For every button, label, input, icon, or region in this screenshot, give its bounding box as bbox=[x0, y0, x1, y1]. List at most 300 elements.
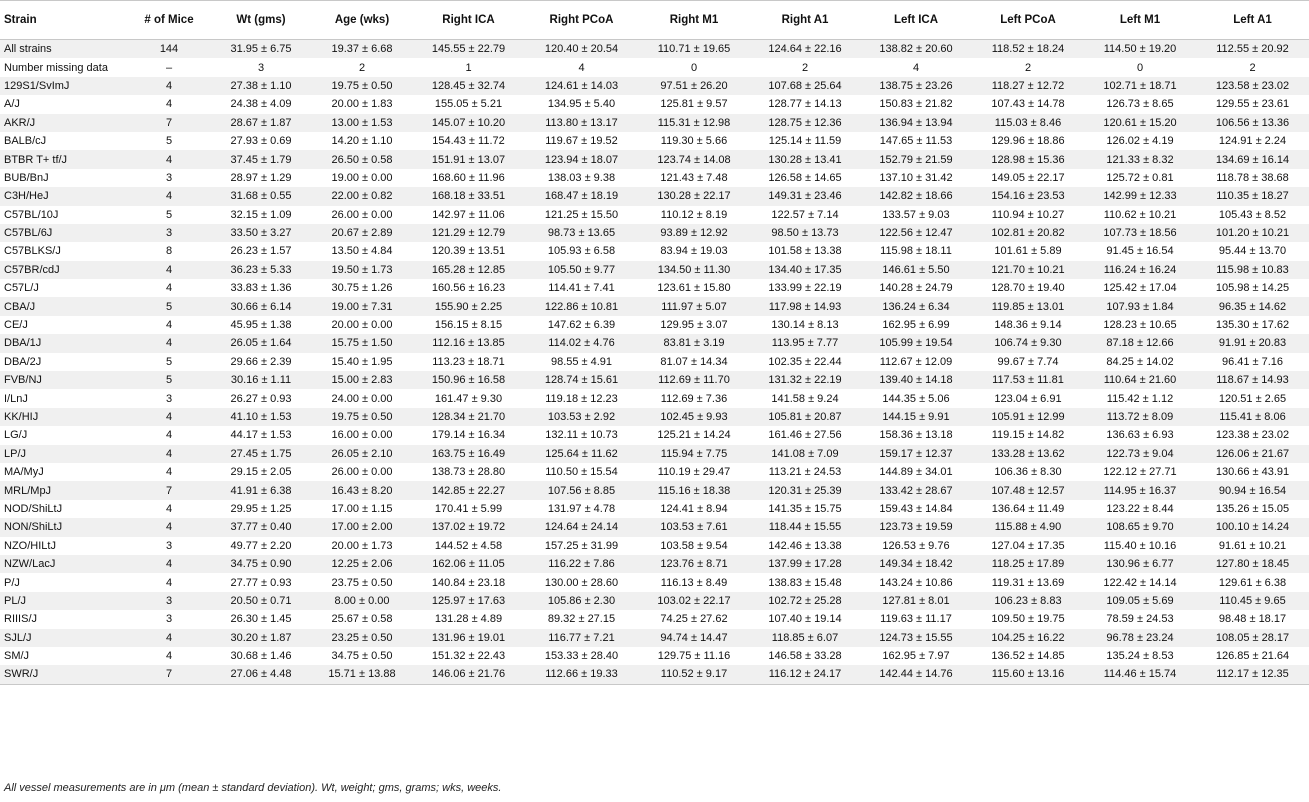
table-cell: 126.06 ± 21.67 bbox=[1196, 445, 1309, 463]
table-cell: 162.06 ± 11.05 bbox=[412, 555, 525, 573]
table-cell: 146.58 ± 33.28 bbox=[750, 647, 860, 665]
table-cell: 124.64 ± 24.14 bbox=[525, 518, 638, 536]
table-cell: 115.40 ± 10.16 bbox=[1084, 537, 1196, 555]
table-cell: 123.73 ± 19.59 bbox=[860, 518, 972, 536]
strain-cell: FVB/NJ bbox=[0, 371, 128, 389]
table-cell: 99.67 ± 7.74 bbox=[972, 353, 1084, 371]
table-cell: 19.00 ± 7.31 bbox=[312, 297, 412, 315]
table-cell: 105.86 ± 2.30 bbox=[525, 592, 638, 610]
strain-cell: DBA/1J bbox=[0, 334, 128, 352]
table-cell: 122.73 ± 9.04 bbox=[1084, 445, 1196, 463]
table-cell: 96.35 ± 14.62 bbox=[1196, 297, 1309, 315]
table-cell: 98.55 ± 4.91 bbox=[525, 353, 638, 371]
table-cell: 134.40 ± 17.35 bbox=[750, 261, 860, 279]
table-cell: 146.06 ± 21.76 bbox=[412, 665, 525, 684]
table-cell: 23.25 ± 0.50 bbox=[312, 629, 412, 647]
table-cell: 28.97 ± 1.29 bbox=[210, 169, 312, 187]
table-cell: 138.75 ± 23.26 bbox=[860, 77, 972, 95]
table-cell: 36.23 ± 5.33 bbox=[210, 261, 312, 279]
table-cell: 115.41 ± 8.06 bbox=[1196, 408, 1309, 426]
table-cell: 107.43 ± 14.78 bbox=[972, 95, 1084, 113]
table-header bbox=[0, 1, 1309, 40]
table-cell: 123.04 ± 6.91 bbox=[972, 389, 1084, 407]
table-cell: 102.45 ± 9.93 bbox=[638, 408, 750, 426]
table-cell: 113.95 ± 7.77 bbox=[750, 334, 860, 352]
table-cell: 20.67 ± 2.89 bbox=[312, 224, 412, 242]
table-cell: 119.63 ± 11.17 bbox=[860, 610, 972, 628]
table-cell: 118.67 ± 14.93 bbox=[1196, 371, 1309, 389]
table-cell: 105.91 ± 12.99 bbox=[972, 408, 1084, 426]
table-cell: 120.40 ± 20.54 bbox=[525, 40, 638, 59]
table-cell: 165.28 ± 12.85 bbox=[412, 261, 525, 279]
table-cell: 162.95 ± 7.97 bbox=[860, 647, 972, 665]
table-cell: 138.03 ± 9.38 bbox=[525, 169, 638, 187]
table-cell: 29.66 ± 2.39 bbox=[210, 353, 312, 371]
table-row bbox=[0, 114, 1309, 132]
table-row bbox=[0, 445, 1309, 463]
table-cell: 98.50 ± 13.73 bbox=[750, 224, 860, 242]
strain-cell: C57BLKS/J bbox=[0, 242, 128, 260]
strain-cell: CE/J bbox=[0, 316, 128, 334]
table-cell: 3 bbox=[128, 224, 210, 242]
table-cell: 2 bbox=[312, 58, 412, 76]
table-cell: 1 bbox=[412, 58, 525, 76]
strain-cell: Number missing data bbox=[0, 58, 128, 76]
column-header: Right PCoA bbox=[525, 1, 638, 40]
table-cell: 107.73 ± 18.56 bbox=[1084, 224, 1196, 242]
strain-cell: BALB/cJ bbox=[0, 132, 128, 150]
table-cell: 74.25 ± 27.62 bbox=[638, 610, 750, 628]
table-cell: 141.35 ± 15.75 bbox=[750, 500, 860, 518]
table-row bbox=[0, 500, 1309, 518]
table-cell: 13.00 ± 1.53 bbox=[312, 114, 412, 132]
table-cell: 130.28 ± 13.41 bbox=[750, 150, 860, 168]
table-cell: 34.75 ± 0.90 bbox=[210, 555, 312, 573]
table-row bbox=[0, 665, 1309, 684]
table-cell: 90.94 ± 16.54 bbox=[1196, 481, 1309, 499]
table-cell: 144.15 ± 9.91 bbox=[860, 408, 972, 426]
strain-cell: AKR/J bbox=[0, 114, 128, 132]
table-cell: 116.13 ± 8.49 bbox=[638, 573, 750, 591]
table-cell: 0 bbox=[638, 58, 750, 76]
strain-cell: NZO/HILtJ bbox=[0, 537, 128, 555]
table-cell: 102.71 ± 18.71 bbox=[1084, 77, 1196, 95]
table-cell: 37.77 ± 0.40 bbox=[210, 518, 312, 536]
table-cell: 117.98 ± 14.93 bbox=[750, 297, 860, 315]
table-cell: 26.50 ± 0.58 bbox=[312, 150, 412, 168]
table-cell: 125.81 ± 9.57 bbox=[638, 95, 750, 113]
table-cell: 5 bbox=[128, 353, 210, 371]
table-cell: 4 bbox=[128, 77, 210, 95]
table-cell: 142.82 ± 18.66 bbox=[860, 187, 972, 205]
table-cell: 127.04 ± 17.35 bbox=[972, 537, 1084, 555]
table-cell: 149.05 ± 22.17 bbox=[972, 169, 1084, 187]
table-cell: 4 bbox=[128, 187, 210, 205]
table-cell: 34.75 ± 0.50 bbox=[312, 647, 412, 665]
table-cell: 27.38 ± 1.10 bbox=[210, 77, 312, 95]
table-cell: 0 bbox=[1084, 58, 1196, 76]
table-cell: 155.05 ± 5.21 bbox=[412, 95, 525, 113]
table-cell: 136.24 ± 6.34 bbox=[860, 297, 972, 315]
table-cell: 133.99 ± 22.19 bbox=[750, 279, 860, 297]
table-cell: 149.31 ± 23.46 bbox=[750, 187, 860, 205]
column-header: # of Mice bbox=[128, 1, 210, 40]
strain-cell: NOD/ShiLtJ bbox=[0, 500, 128, 518]
table-cell: 93.89 ± 12.92 bbox=[638, 224, 750, 242]
table-cell: 161.46 ± 27.56 bbox=[750, 426, 860, 444]
table-cell: 96.41 ± 7.16 bbox=[1196, 353, 1309, 371]
table-cell: 150.96 ± 16.58 bbox=[412, 371, 525, 389]
table-cell: 129.95 ± 3.07 bbox=[638, 316, 750, 334]
table-cell: 31.68 ± 0.55 bbox=[210, 187, 312, 205]
table-cell: 126.02 ± 4.19 bbox=[1084, 132, 1196, 150]
table-cell: 124.61 ± 14.03 bbox=[525, 77, 638, 95]
column-header: Age (wks) bbox=[312, 1, 412, 40]
table-cell: 147.65 ± 11.53 bbox=[860, 132, 972, 150]
table-cell: 143.24 ± 10.86 bbox=[860, 573, 972, 591]
table-cell: 118.78 ± 38.68 bbox=[1196, 169, 1309, 187]
table-cell: 19.75 ± 0.50 bbox=[312, 77, 412, 95]
table-row bbox=[0, 58, 1309, 76]
table-row bbox=[0, 224, 1309, 242]
table-cell: 120.39 ± 13.51 bbox=[412, 242, 525, 260]
table-cell: 96.78 ± 23.24 bbox=[1084, 629, 1196, 647]
table-row bbox=[0, 187, 1309, 205]
strain-cell: A/J bbox=[0, 95, 128, 113]
table-row bbox=[0, 629, 1309, 647]
table-cell: 144.52 ± 4.58 bbox=[412, 537, 525, 555]
table-cell: 115.98 ± 18.11 bbox=[860, 242, 972, 260]
table-cell: 122.57 ± 7.14 bbox=[750, 206, 860, 224]
table-cell: 45.95 ± 1.38 bbox=[210, 316, 312, 334]
table-cell: 130.96 ± 6.77 bbox=[1084, 555, 1196, 573]
table-cell: 29.95 ± 1.25 bbox=[210, 500, 312, 518]
table-row bbox=[0, 353, 1309, 371]
table-cell: 4 bbox=[525, 58, 638, 76]
table-row bbox=[0, 647, 1309, 665]
table-cell: 123.61 ± 15.80 bbox=[638, 279, 750, 297]
table-row bbox=[0, 334, 1309, 352]
table-cell: 104.25 ± 16.22 bbox=[972, 629, 1084, 647]
table-cell: 19.75 ± 0.50 bbox=[312, 408, 412, 426]
table-cell: 168.60 ± 11.96 bbox=[412, 169, 525, 187]
table-cell: 4 bbox=[128, 408, 210, 426]
table-cell: 30.20 ± 1.87 bbox=[210, 629, 312, 647]
table-cell: 110.71 ± 19.65 bbox=[638, 40, 750, 59]
table-cell: 130.00 ± 28.60 bbox=[525, 573, 638, 591]
table-cell: 103.02 ± 22.17 bbox=[638, 592, 750, 610]
table-cell: 125.14 ± 11.59 bbox=[750, 132, 860, 150]
table-cell: 122.42 ± 14.14 bbox=[1084, 573, 1196, 591]
table-cell: 119.18 ± 12.23 bbox=[525, 389, 638, 407]
table-cell: 5 bbox=[128, 132, 210, 150]
table-cell: 128.77 ± 14.13 bbox=[750, 95, 860, 113]
table-cell: 122.56 ± 12.47 bbox=[860, 224, 972, 242]
table-cell: 98.48 ± 18.17 bbox=[1196, 610, 1309, 628]
table-cell: 133.42 ± 28.67 bbox=[860, 481, 972, 499]
strain-cell: C3H/HeJ bbox=[0, 187, 128, 205]
table-cell: 4 bbox=[128, 500, 210, 518]
table-cell: 138.73 ± 28.80 bbox=[412, 463, 525, 481]
table-cell: 130.66 ± 43.91 bbox=[1196, 463, 1309, 481]
table-cell: 15.75 ± 1.50 bbox=[312, 334, 412, 352]
table-cell: 15.00 ± 2.83 bbox=[312, 371, 412, 389]
table-cell: 128.23 ± 10.65 bbox=[1084, 316, 1196, 334]
table-cell: 83.94 ± 19.03 bbox=[638, 242, 750, 260]
table-cell: 126.73 ± 8.65 bbox=[1084, 95, 1196, 113]
table-cell: 15.40 ± 1.95 bbox=[312, 353, 412, 371]
table-cell: 7 bbox=[128, 665, 210, 684]
table-cell: 145.07 ± 10.20 bbox=[412, 114, 525, 132]
table-row bbox=[0, 555, 1309, 573]
table-cell: 19.37 ± 6.68 bbox=[312, 40, 412, 59]
table-cell: 28.67 ± 1.87 bbox=[210, 114, 312, 132]
table-cell: 125.97 ± 17.63 bbox=[412, 592, 525, 610]
table-cell: 155.90 ± 2.25 bbox=[412, 297, 525, 315]
table-cell: 138.83 ± 15.48 bbox=[750, 573, 860, 591]
table-cell: 111.97 ± 5.07 bbox=[638, 297, 750, 315]
table-cell: 95.44 ± 13.70 bbox=[1196, 242, 1309, 260]
table-row bbox=[0, 150, 1309, 168]
table-cell: 8.00 ± 0.00 bbox=[312, 592, 412, 610]
table-cell: 4 bbox=[128, 426, 210, 444]
table-cell: 102.35 ± 22.44 bbox=[750, 353, 860, 371]
table-cell: 131.32 ± 22.19 bbox=[750, 371, 860, 389]
table-cell: 26.00 ± 0.00 bbox=[312, 463, 412, 481]
table-cell: 107.40 ± 19.14 bbox=[750, 610, 860, 628]
table-cell: 91.45 ± 16.54 bbox=[1084, 242, 1196, 260]
table-cell: 7 bbox=[128, 114, 210, 132]
table-cell: 4 bbox=[128, 518, 210, 536]
table-cell: 127.80 ± 18.45 bbox=[1196, 555, 1309, 573]
table-cell: 138.82 ± 20.60 bbox=[860, 40, 972, 59]
table-cell: 26.00 ± 0.00 bbox=[312, 206, 412, 224]
table-cell: 4 bbox=[128, 316, 210, 334]
table-cell: 162.95 ± 6.99 bbox=[860, 316, 972, 334]
table-cell: 112.69 ± 7.36 bbox=[638, 389, 750, 407]
table-cell: 94.74 ± 14.47 bbox=[638, 629, 750, 647]
table-cell: 4 bbox=[128, 555, 210, 573]
table-cell: 3 bbox=[210, 58, 312, 76]
table-cell: 157.25 ± 31.99 bbox=[525, 537, 638, 555]
table-cell: 115.94 ± 7.75 bbox=[638, 445, 750, 463]
table-cell: 154.16 ± 23.53 bbox=[972, 187, 1084, 205]
table-row bbox=[0, 261, 1309, 279]
table-cell: 168.47 ± 18.19 bbox=[525, 187, 638, 205]
table-cell: 27.93 ± 0.69 bbox=[210, 132, 312, 150]
table-cell: 3 bbox=[128, 610, 210, 628]
table-cell: 116.24 ± 16.24 bbox=[1084, 261, 1196, 279]
column-header: Left PCoA bbox=[972, 1, 1084, 40]
strain-cell: DBA/2J bbox=[0, 353, 128, 371]
table-cell: 89.32 ± 27.15 bbox=[525, 610, 638, 628]
table-cell: 110.35 ± 18.27 bbox=[1196, 187, 1309, 205]
table-cell: 16.43 ± 8.20 bbox=[312, 481, 412, 499]
strain-cell: All strains bbox=[0, 40, 128, 59]
table-cell: 4 bbox=[128, 95, 210, 113]
table-cell: 23.75 ± 0.50 bbox=[312, 573, 412, 591]
table-cell: 123.94 ± 18.07 bbox=[525, 150, 638, 168]
table-cell: 123.22 ± 8.44 bbox=[1084, 500, 1196, 518]
table-cell: 81.07 ± 14.34 bbox=[638, 353, 750, 371]
table-cell: 17.00 ± 1.15 bbox=[312, 500, 412, 518]
table-cell: 123.58 ± 23.02 bbox=[1196, 77, 1309, 95]
table-cell: 107.68 ± 25.64 bbox=[750, 77, 860, 95]
table-cell: 136.94 ± 13.94 bbox=[860, 114, 972, 132]
table-cell: 149.34 ± 18.42 bbox=[860, 555, 972, 573]
table-cell: 100.10 ± 14.24 bbox=[1196, 518, 1309, 536]
table-cell: 115.60 ± 13.16 bbox=[972, 665, 1084, 684]
table-cell: 4 bbox=[128, 261, 210, 279]
table-cell: 112.66 ± 19.33 bbox=[525, 665, 638, 684]
strain-cell: MA/MyJ bbox=[0, 463, 128, 481]
table-cell: 122.86 ± 10.81 bbox=[525, 297, 638, 315]
table-cell: 113.80 ± 13.17 bbox=[525, 114, 638, 132]
table-cell: 110.19 ± 29.47 bbox=[638, 463, 750, 481]
table-row bbox=[0, 518, 1309, 536]
table-cell: 20.00 ± 1.83 bbox=[312, 95, 412, 113]
table-cell: 144.35 ± 5.06 bbox=[860, 389, 972, 407]
strain-cell: BUB/BnJ bbox=[0, 169, 128, 187]
table-cell: 26.05 ± 2.10 bbox=[312, 445, 412, 463]
table-cell: 2 bbox=[1196, 58, 1309, 76]
table-cell: 105.81 ± 20.87 bbox=[750, 408, 860, 426]
table-cell: 114.41 ± 7.41 bbox=[525, 279, 638, 297]
table-cell: 103.53 ± 7.61 bbox=[638, 518, 750, 536]
table-cell: 119.85 ± 13.01 bbox=[972, 297, 1084, 315]
table-row bbox=[0, 279, 1309, 297]
table-cell: 118.44 ± 15.55 bbox=[750, 518, 860, 536]
table-cell: 41.10 ± 1.53 bbox=[210, 408, 312, 426]
table-cell: 105.43 ± 8.52 bbox=[1196, 206, 1309, 224]
table-cell: 120.61 ± 15.20 bbox=[1084, 114, 1196, 132]
table-cell: 135.26 ± 15.05 bbox=[1196, 500, 1309, 518]
table-cell: 134.95 ± 5.40 bbox=[525, 95, 638, 113]
table-cell: 118.27 ± 12.72 bbox=[972, 77, 1084, 95]
table-cell: 154.43 ± 11.72 bbox=[412, 132, 525, 150]
table-cell: 142.46 ± 13.38 bbox=[750, 537, 860, 555]
table-cell: 108.65 ± 9.70 bbox=[1084, 518, 1196, 536]
table-row bbox=[0, 408, 1309, 426]
table-cell: 133.28 ± 13.62 bbox=[972, 445, 1084, 463]
column-header: Right ICA bbox=[412, 1, 525, 40]
table-row bbox=[0, 537, 1309, 555]
table-cell: 7 bbox=[128, 481, 210, 499]
table-cell: 140.28 ± 24.79 bbox=[860, 279, 972, 297]
table-cell: 110.52 ± 9.17 bbox=[638, 665, 750, 684]
table-cell: 20.50 ± 0.71 bbox=[210, 592, 312, 610]
table-cell: 115.03 ± 8.46 bbox=[972, 114, 1084, 132]
table-cell: 127.81 ± 8.01 bbox=[860, 592, 972, 610]
table-cell: 114.02 ± 4.76 bbox=[525, 334, 638, 352]
table-cell: 163.75 ± 16.49 bbox=[412, 445, 525, 463]
table-row bbox=[0, 95, 1309, 113]
table-cell: 158.36 ± 13.18 bbox=[860, 426, 972, 444]
table-cell: 118.25 ± 17.89 bbox=[972, 555, 1084, 573]
table-row bbox=[0, 573, 1309, 591]
table-cell: 179.14 ± 16.34 bbox=[412, 426, 525, 444]
table-cell: 113.23 ± 18.71 bbox=[412, 353, 525, 371]
strain-cell: NON/ShiLtJ bbox=[0, 518, 128, 536]
table-cell: 137.02 ± 19.72 bbox=[412, 518, 525, 536]
table-cell: 121.70 ± 10.21 bbox=[972, 261, 1084, 279]
table-row bbox=[0, 463, 1309, 481]
table-cell: 4 bbox=[128, 573, 210, 591]
table-cell: 142.44 ± 14.76 bbox=[860, 665, 972, 684]
table-cell: 4 bbox=[128, 463, 210, 481]
column-header: Strain bbox=[0, 1, 128, 40]
table-cell: 115.31 ± 12.98 bbox=[638, 114, 750, 132]
table-cell: 114.50 ± 19.20 bbox=[1084, 40, 1196, 59]
table-cell: 97.51 ± 26.20 bbox=[638, 77, 750, 95]
strain-cell: 129S1/SvImJ bbox=[0, 77, 128, 95]
table-cell: 150.83 ± 21.82 bbox=[860, 95, 972, 113]
strain-cell: C57L/J bbox=[0, 279, 128, 297]
table-cell: 117.53 ± 11.81 bbox=[972, 371, 1084, 389]
table-cell: 119.67 ± 19.52 bbox=[525, 132, 638, 150]
table-cell: 146.61 ± 5.50 bbox=[860, 261, 972, 279]
table-cell: 115.42 ± 1.12 bbox=[1084, 389, 1196, 407]
table-cell: 145.55 ± 22.79 bbox=[412, 40, 525, 59]
table-cell: 142.99 ± 12.33 bbox=[1084, 187, 1196, 205]
strain-cell: RIIIS/J bbox=[0, 610, 128, 628]
table-footnote: All vessel measurements are in μm (mean ± standard deviation). Wt, weight; gms, grams; wks, weeks. bbox=[4, 782, 502, 794]
table-cell: 128.75 ± 12.36 bbox=[750, 114, 860, 132]
strain-cell: I/LnJ bbox=[0, 389, 128, 407]
strain-cell: C57BL/6J bbox=[0, 224, 128, 242]
table-cell: 41.91 ± 6.38 bbox=[210, 481, 312, 499]
column-header: Left ICA bbox=[860, 1, 972, 40]
table-cell: 142.97 ± 11.06 bbox=[412, 206, 525, 224]
table-cell: 161.47 ± 9.30 bbox=[412, 389, 525, 407]
table-cell: 125.21 ± 14.24 bbox=[638, 426, 750, 444]
table-cell: 4 bbox=[128, 629, 210, 647]
table-cell: 115.88 ± 4.90 bbox=[972, 518, 1084, 536]
table-cell: 121.43 ± 7.48 bbox=[638, 169, 750, 187]
table-cell: 110.62 ± 10.21 bbox=[1084, 206, 1196, 224]
table-cell: 31.95 ± 6.75 bbox=[210, 40, 312, 59]
table-cell: 153.33 ± 28.40 bbox=[525, 647, 638, 665]
table-cell: 131.96 ± 19.01 bbox=[412, 629, 525, 647]
table-cell: 19.00 ± 0.00 bbox=[312, 169, 412, 187]
table-cell: 2 bbox=[750, 58, 860, 76]
table-cell: 20.00 ± 1.73 bbox=[312, 537, 412, 555]
table-cell: 19.50 ± 1.73 bbox=[312, 261, 412, 279]
table-cell: 140.84 ± 23.18 bbox=[412, 573, 525, 591]
table-body bbox=[0, 40, 1309, 685]
table-cell: 129.61 ± 6.38 bbox=[1196, 573, 1309, 591]
table-cell: 49.77 ± 2.20 bbox=[210, 537, 312, 555]
table-cell: 107.93 ± 1.84 bbox=[1084, 297, 1196, 315]
table-cell: 4 bbox=[128, 334, 210, 352]
table-row bbox=[0, 610, 1309, 628]
table-cell: 106.36 ± 8.30 bbox=[972, 463, 1084, 481]
table-cell: 105.99 ± 19.54 bbox=[860, 334, 972, 352]
table-cell: 26.27 ± 0.93 bbox=[210, 389, 312, 407]
table-cell: 2 bbox=[972, 58, 1084, 76]
table-row bbox=[0, 297, 1309, 315]
table-cell: 101.61 ± 5.89 bbox=[972, 242, 1084, 260]
table-cell: 131.97 ± 4.78 bbox=[525, 500, 638, 518]
table-cell: 109.05 ± 5.69 bbox=[1084, 592, 1196, 610]
strain-cell: SM/J bbox=[0, 647, 128, 665]
table-cell: 3 bbox=[128, 169, 210, 187]
table-row bbox=[0, 206, 1309, 224]
table-cell: 108.05 ± 28.17 bbox=[1196, 629, 1309, 647]
table-cell: 130.28 ± 22.17 bbox=[638, 187, 750, 205]
table-cell: 5 bbox=[128, 371, 210, 389]
table-cell: 14.20 ± 1.10 bbox=[312, 132, 412, 150]
